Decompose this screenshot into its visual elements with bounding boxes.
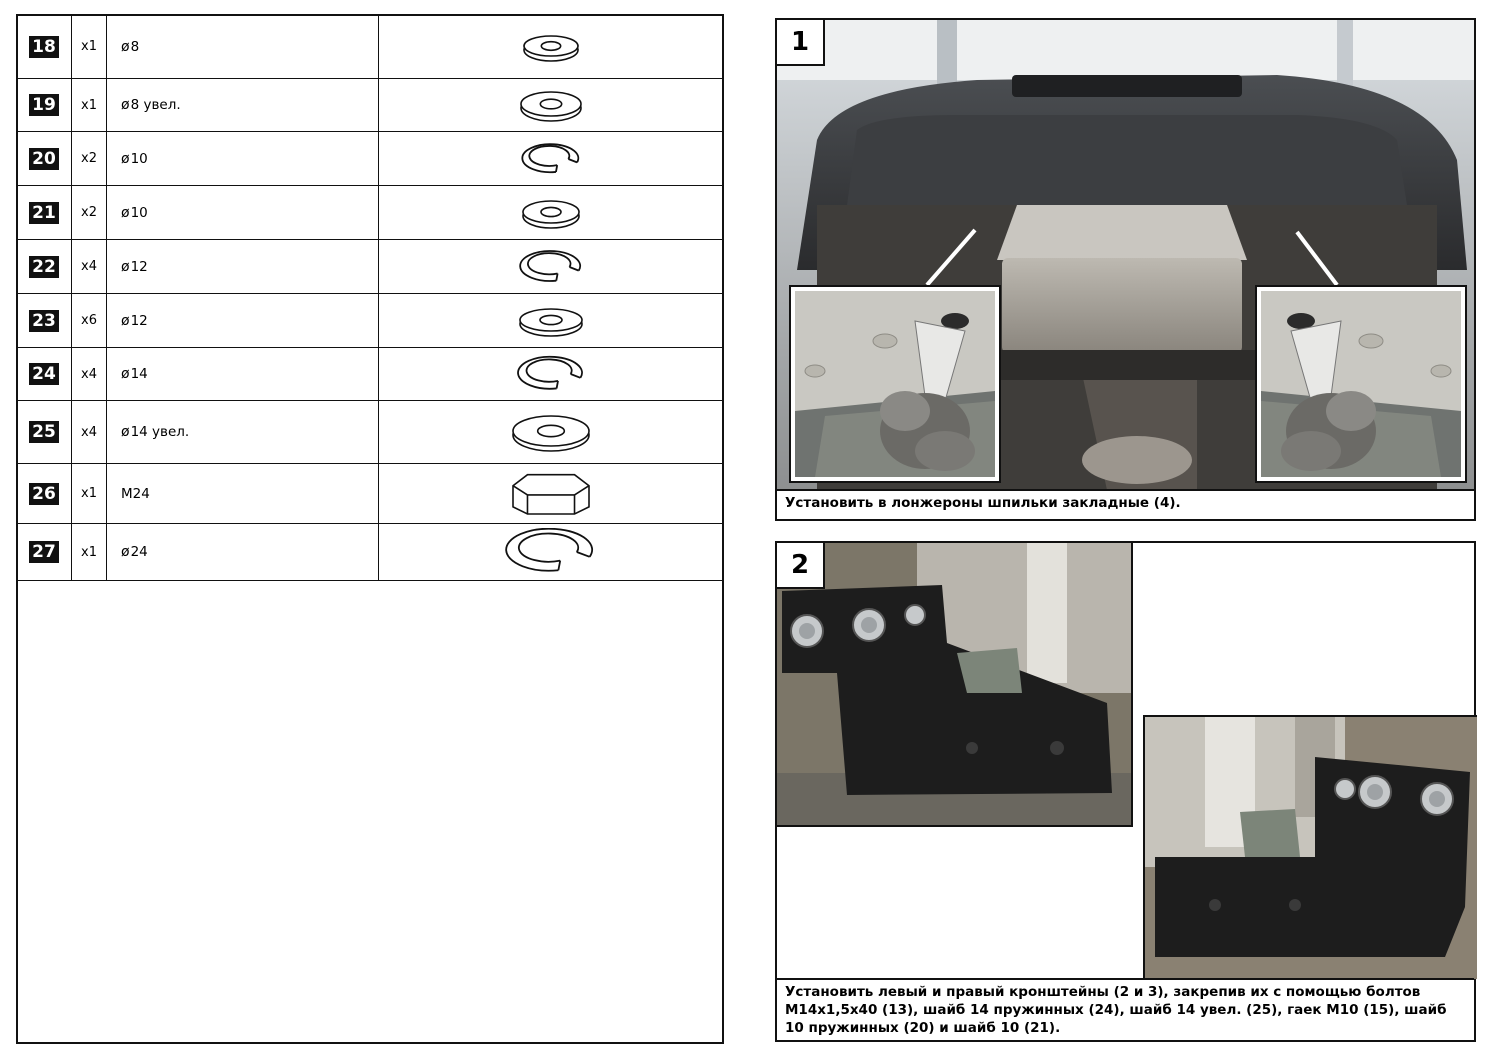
diameter-icon: ø — [121, 366, 130, 382]
part-row — [17, 186, 724, 240]
part-drawing-cell — [379, 294, 724, 348]
part-size: 12 — [130, 258, 148, 275]
part-number-cell — [17, 79, 72, 132]
step-1-panel — [775, 18, 1476, 521]
step-1-detail-left — [791, 287, 999, 481]
part-number: 24 — [29, 363, 59, 385]
part-size-cell — [107, 186, 379, 240]
flat-washer-icon — [518, 305, 584, 337]
step-2-photo-left — [777, 543, 1133, 827]
diameter-icon: ø — [121, 97, 130, 113]
part-quantity: x1 — [72, 524, 107, 581]
part-number-cell — [17, 186, 72, 240]
flat-washer-icon — [519, 88, 583, 122]
step-2-panel — [775, 541, 1476, 1042]
part-number-cell — [17, 348, 72, 401]
part-size-cell — [107, 240, 379, 294]
part-size: 10 — [130, 150, 148, 167]
part-drawing-cell — [379, 401, 724, 464]
part-number-cell — [17, 132, 72, 186]
part-quantity: x1 — [72, 464, 107, 524]
part-number: 25 — [29, 421, 59, 443]
part-quantity: x4 — [72, 240, 107, 294]
diameter-icon: ø — [121, 204, 130, 221]
part-size-cell — [107, 524, 379, 581]
flat-washer-icon — [521, 197, 581, 229]
part-number-cell — [17, 294, 72, 348]
part-row — [17, 132, 724, 186]
part-size: 8 — [130, 38, 140, 55]
diameter-icon: ø — [121, 258, 130, 275]
part-quantity: x6 — [72, 294, 107, 348]
part-drawing-cell — [379, 79, 724, 132]
step-1-detail-right — [1257, 287, 1465, 481]
part-drawing-cell — [379, 464, 724, 524]
part-number: 20 — [29, 148, 59, 170]
part-quantity: x2 — [72, 132, 107, 186]
step-1-caption: Установить в лонжероны шпильки закладные (4). — [777, 489, 1474, 519]
flat-washer-icon — [511, 412, 591, 452]
part-drawing-cell — [379, 524, 724, 581]
empty-row — [17, 581, 724, 982]
part-quantity: x1 — [72, 15, 107, 79]
part-size: M24 — [121, 485, 150, 502]
part-size: 14 увел. — [130, 424, 190, 440]
part-size: 14 — [130, 366, 148, 382]
diameter-icon: ø — [121, 38, 130, 55]
part-quantity: x2 — [72, 186, 107, 240]
part-row — [17, 348, 724, 401]
part-size: 24 — [130, 544, 148, 560]
spring-washer-icon — [520, 142, 582, 176]
part-quantity: x1 — [72, 79, 107, 132]
part-drawing-cell — [379, 240, 724, 294]
part-drawing-cell — [379, 15, 724, 79]
part-number: 21 — [29, 202, 59, 224]
part-size: 10 — [130, 204, 148, 221]
part-number: 27 — [29, 541, 59, 563]
part-number: 19 — [29, 94, 59, 116]
parts-table — [16, 14, 724, 981]
spring-washer-icon — [518, 249, 584, 285]
step-number: 1 — [777, 20, 825, 66]
part-row — [17, 524, 724, 581]
part-row — [17, 401, 724, 464]
part-size: 12 — [130, 312, 148, 329]
diameter-icon: ø — [121, 544, 130, 560]
part-number-cell — [17, 464, 72, 524]
part-size-cell — [107, 132, 379, 186]
part-number: 22 — [29, 256, 59, 278]
diameter-icon: ø — [121, 424, 130, 440]
part-number-cell — [17, 240, 72, 294]
part-size: 8 увел. — [130, 97, 181, 113]
part-number-cell — [17, 524, 72, 581]
parts-list — [16, 14, 724, 1044]
part-size-cell — [107, 15, 379, 79]
part-row — [17, 240, 724, 294]
part-number: 26 — [29, 483, 59, 505]
step-number: 2 — [777, 543, 825, 589]
part-row — [17, 464, 724, 524]
part-row — [17, 79, 724, 132]
hex-nut-icon — [509, 471, 593, 517]
part-drawing-cell — [379, 186, 724, 240]
part-drawing-cell — [379, 348, 724, 401]
spring-washer-icon — [516, 355, 586, 393]
part-quantity: x4 — [72, 401, 107, 464]
part-number: 18 — [29, 36, 59, 58]
part-size-cell — [107, 401, 379, 464]
part-drawing-cell — [379, 132, 724, 186]
part-number-cell — [17, 401, 72, 464]
part-size-cell — [107, 294, 379, 348]
step-2-caption: Установить левый и правый кронштейны (2 и 3), закрепив их с помощью болтов М14х1,5х40 (13), шайб 14 пружинных (24), шайб 14 увел. (25), гаек М10 (15), шайб 10 пружинных (20) и шайб 10 (21). — [777, 978, 1474, 1040]
part-number: 23 — [29, 310, 59, 332]
part-row — [17, 294, 724, 348]
part-number-cell — [17, 15, 72, 79]
part-size-cell — [107, 348, 379, 401]
part-quantity: x4 — [72, 348, 107, 401]
step-2-photo-right — [1143, 715, 1477, 979]
part-size-cell — [107, 79, 379, 132]
spring-washer-icon — [505, 528, 597, 576]
diameter-icon: ø — [121, 312, 130, 329]
diameter-icon: ø — [121, 150, 130, 167]
part-size-cell — [107, 464, 379, 524]
flat-washer-icon — [522, 32, 580, 62]
part-row — [17, 15, 724, 79]
